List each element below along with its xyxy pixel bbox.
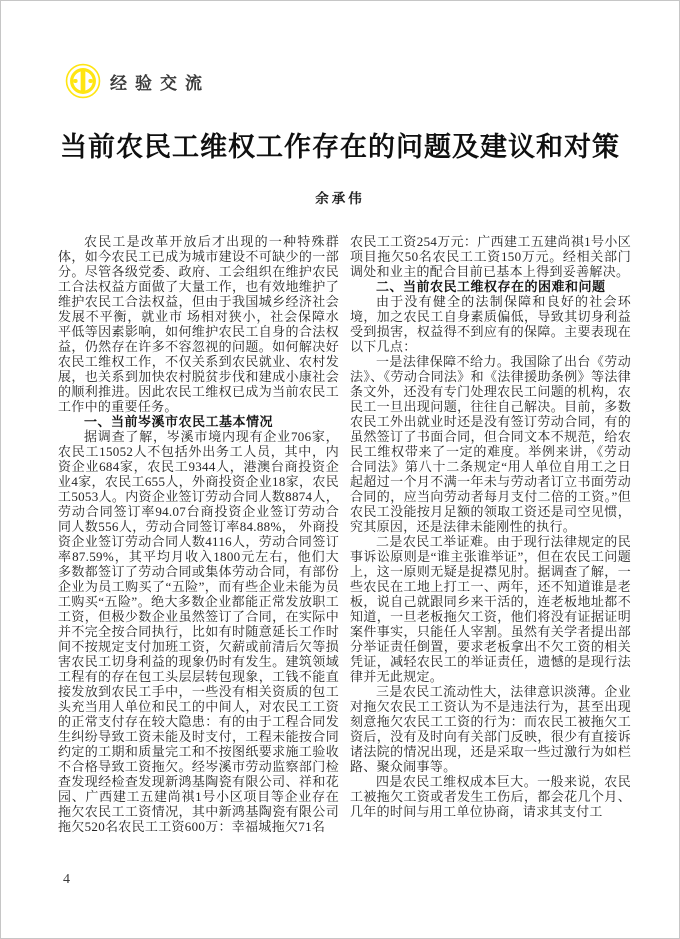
paragraph: 由于没有健全的法制保障和良好的社会环境，加之农民工自身素质偏低，导致其切身利益受到损害，权益得不到应有的保障。主要表现在以下几点： xyxy=(350,294,631,354)
section-header xyxy=(65,63,210,99)
article-body xyxy=(58,234,631,834)
paragraph: 农民工工资254万元：广西建工五建尚祺1号小区项目拖欠50名农民工工资150万元。经相关部门调处和业主的配合目前已基本上得到妥善解决。 xyxy=(350,234,631,279)
trade-union-logo-icon xyxy=(65,63,101,99)
column-left xyxy=(58,234,339,834)
paragraph: 二是农民工举证难。由于现行法律规定的民事诉讼原则是“谁主张谁举证”，但在农民工问题上，这一原则无疑是捉襟见肘。据调查了解，一些农民在工地上打工一、两年，还不知道谁是老板，说自己就跟同乡来干活的，连老板地址都不知道，一旦老板拖欠工资，他们将没有证据证明案件事实，只能任人宰割。虽然有关学者提出部分举证责任倒置，要求老板拿出不欠工资的相关凭证，减轻农民工的举证责任，遗憾的是现行法律并无此规定。 xyxy=(350,534,631,684)
paragraph: 一是法律保障不给力。我国除了出台《劳动法》、《劳动合同法》和《法律援助条例》等法律条文外，还没有专门处理农民工问题的机构，农民工一旦出现问题，往往自己解决。目前，多数农民工外出就业时还是没有签订劳动合同，有的虽然签订了书面合同，但合同文本不规范，给农民工维权带来了一定的难度。举例来讲，《劳动合同法》第八十二条规定“用人单位自用工之日起超过一个月不满一年未与劳动者订立书面劳动合同的，应当向劳动者每月支付二倍的工资。”但农民工没能按月足额的领取工资还是司空见惯，究其原因，还是法律未能刚性的执行。 xyxy=(350,354,631,534)
section-label: 经验交流 xyxy=(110,73,210,93)
article-title: 当前农民工维权工作存在的问题及建议和对策 xyxy=(60,132,620,162)
paragraph: 农民工是改革开放后才出现的一种特殊群体，如今农民工已成为城市建设不可缺少的一部分。尽管各级党委、政府、工会组织在维护农民工合法权益方面做了大量工作，也有效地维护了维护农民工合法权益，但由于我国城乡经济社会发展不平衡，就业市 场相对狭小，社会保障水平低等因素影响，如何维护农民工自身的合法权益，仍然存在许多不容忽视的问题。如何解决好农民工维权工作，不仅关系到农民就业、农村发展，也关系到加快农村脱贫步伐和建成小康社会的顺利推进。因此农民工维权已成为当前农民工工作中的重要任务。 xyxy=(58,234,339,414)
paragraph: 据调查了解，岑溪市境内现有企业706家，农民工15052人不包括外出务工人员，其中，内资企业684家，农民工9344人，港澳台商投资企业4家，农民工655人，外商投资企业18家，农民工5053人。内资企业签订劳动合同人数8874人，劳动合同签订率94.07台商投资企业签订劳动合同人数556人，劳动合同签订率84.88%， 外商投资企业签订劳动合同人数4116人，劳动合同签订率87.59%，其平均月收入1800元左右，他们大多数都签订了劳动合同或集体劳动合同，有部份企业为员工购买了“五险”，而有些企业未能为员工购买“五险”。绝大多数企业都能正常发放职工工资，但极少数企业虽然签订了合同，在实际中并不完全按合同执行，比如有时随意延长工作时间不按规定支付加班工资，欠薪或前清后欠等损害农民工切身利益的现象仍时有发生。建筑领域工程有的存在包工头层层转包现象，工钱不能直接发放到农民工手中，一些没有相关资质的包工头充当用人单位和民工的中间人，对农民工工资的正常支付存在较大隐患：有的由于工程合同发生纠纷导致工资未能及时支付，工程未能按合同约定的工期和质量完工和不按图纸要求施工验收不合格导致工资拖欠。经岑溪市劳动监察部门检查发现经检查发现新鸿基陶瓷有限公司、祥和花园、广西建工五建尚祺1号小区项目等企业存在拖欠农民工工资情况，其中新鸿基陶瓷有限公司拖欠520名农民工工资600万：幸福城拖欠71名 xyxy=(58,429,339,834)
paragraph: 四是农民工维权成本巨大。一般来说，农民工被拖欠工资或者发生工伤后，都会花几个月、几年的时间与用工单位协商，请求其支付工 xyxy=(350,774,631,819)
section-heading: 二、当前农民工维权存在的困难和问题 xyxy=(376,279,606,294)
section-heading: 一、当前岑溪市农民工基本情况 xyxy=(84,414,274,429)
paragraph: 三是农民工流动性大，法律意识淡薄。企业对拖欠农民工工资认为不是违法行为，甚至出现刻意拖欠农民工工资的行为：而农民工被拖欠工资后，没有及时向有关部门反映，很少有直接诉诸法院的情况出现，还是采取一些过激行为如栏路、聚众闹事等。 xyxy=(350,684,631,774)
page-number: 4 xyxy=(63,872,70,887)
column-right xyxy=(350,234,631,834)
article-author: 余承伟 xyxy=(315,191,365,206)
